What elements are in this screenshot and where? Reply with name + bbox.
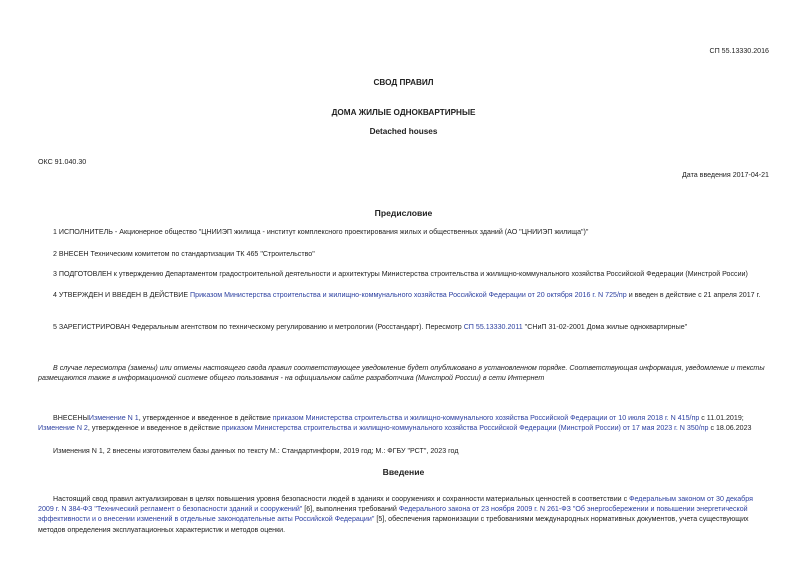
foreword-item-3: 3 ПОДГОТОВЛЕН к утверждению Департаментом градостроительной деятельности и архитектуры Министерства строительства и жилищно-коммунального хозяйства Российской Федерации (Минстрой России) bbox=[53, 270, 748, 278]
document-title-english: Detached houses bbox=[369, 127, 438, 136]
amendments-source-note: Изменения N 1, 2 внесены изготовителем базы данных по тексту М.: Стандартинформ, 2019 год; М.: ФГБУ "РСТ", 2023 год bbox=[53, 447, 459, 455]
amendment-2-link[interactable]: Изменение N 2 bbox=[38, 424, 88, 433]
amendments-paragraph bbox=[38, 413, 769, 433]
law-384-fz-link[interactable]: Федеральным законом от 30 декабря 2009 г. N 384-ФЗ "Технический регламент о безопасности зданий и сооружений" bbox=[38, 495, 753, 514]
foreword-item-4-text: 4 УТВЕРЖДЕН И ВВЕДЕН В ДЕЙСТВИЕ bbox=[53, 291, 191, 299]
oks-code: ОКС 91.040.30 bbox=[38, 158, 87, 166]
introduction-date: Дата введения 2017-04-21 bbox=[682, 171, 769, 179]
foreword-item-4-tail: и введен в действие с 21 апреля 2017 г. bbox=[626, 291, 761, 299]
introduction-text-1: Настоящий свод правил актуализирован в целях повышения уровня безопасности людей в зданиях и сооружениях и сохранности материальных ценностей в соответствии с bbox=[53, 495, 630, 503]
amendments-text-4: с 18.06.2023 bbox=[708, 424, 752, 433]
law-261-fz-link[interactable]: Федерального закона от 23 ноября 2009 г. N 261-ФЗ "Об энергосбережении и повышении энергетической эффективности и о внесении изменений в отдельные законодательные акты Российской Федерации" bbox=[38, 505, 748, 524]
introduction-text-2: [6], выполнения требований bbox=[302, 505, 399, 514]
amendments-text-2: с 11.01.2019; bbox=[699, 414, 744, 422]
order-725-link[interactable]: Приказом Министерства строительства и жилищно-коммунального хозяйства Российской Федерации от 20 октября 2016 г. N 725/пр bbox=[190, 291, 627, 299]
foreword-item-5-tail: "СНиП 31-02-2001 Дома жилые одноквартирные" bbox=[522, 323, 688, 331]
sp-2011-link[interactable]: СП 55.13330.2011 bbox=[463, 323, 523, 331]
svod-pravil-heading: СВОД ПРАВИЛ bbox=[373, 78, 434, 87]
introduction-heading: Введение bbox=[382, 467, 425, 477]
amendment-1-link[interactable]: Изменение N 1 bbox=[88, 414, 139, 422]
document-title: ДОМА ЖИЛЫЕ ОДНОКВАРТИРНЫЕ bbox=[331, 108, 476, 117]
foreword-item-4 bbox=[38, 290, 769, 300]
foreword-item-5 bbox=[38, 322, 769, 332]
document-code: СП 55.13330.2016 bbox=[709, 47, 769, 55]
order-415-link[interactable]: приказом Министерства строительства и жилищно-коммунального хозяйства Российской Федерации от 10 июля 2018 г. N 415/пр bbox=[272, 414, 700, 422]
foreword-heading: Предисловие bbox=[374, 208, 433, 218]
amendments-text-1: , утвержденное и введенное в действие bbox=[138, 414, 273, 422]
revision-notice: В случае пересмотра (замены) или отмены настоящего свода правил соответствующее уведомление будет опубликовано в установленном порядке. Соответствующая информация, уведомление и тексты размещаются также в информационной системе общего пользования - на официальном сайте разработчика (Минстрой России) в сети Интернет bbox=[38, 364, 765, 383]
introduction-paragraph bbox=[38, 494, 769, 535]
introduction-text-3: [5], обеспечения гармонизации с требованиями международных нормативных документов, учета существующих методов определения эксплуатационных характеристик и методов оценки. bbox=[38, 515, 749, 534]
amendments-lead: ВНЕСЕНЫ bbox=[53, 414, 89, 422]
foreword-item-5-text: 5 ЗАРЕГИСТРИРОВАН Федеральным агентством по техническому регулированию и метрологии (Росстандарт). Пересмотр bbox=[53, 323, 464, 331]
foreword-item-1: 1 ИСПОЛНИТЕЛЬ - Акционерное общество "ЦНИИЭП жилища - институт комплексного проектирования жилых и общественных зданий (АО "ЦНИИЭП жилища")" bbox=[53, 228, 589, 236]
order-350-link[interactable]: приказом Министерства строительства и жилищно-коммунального хозяйства Российской Федерации (Минстрой России) от 17 мая 2023 г. N 350/пр bbox=[221, 424, 709, 433]
amendments-text-3: , утвержденное и введенное в действие bbox=[87, 424, 222, 433]
foreword-item-2: 2 ВНЕСЕН Техническим комитетом по стандартизации ТК 465 "Строительство" bbox=[53, 250, 315, 258]
